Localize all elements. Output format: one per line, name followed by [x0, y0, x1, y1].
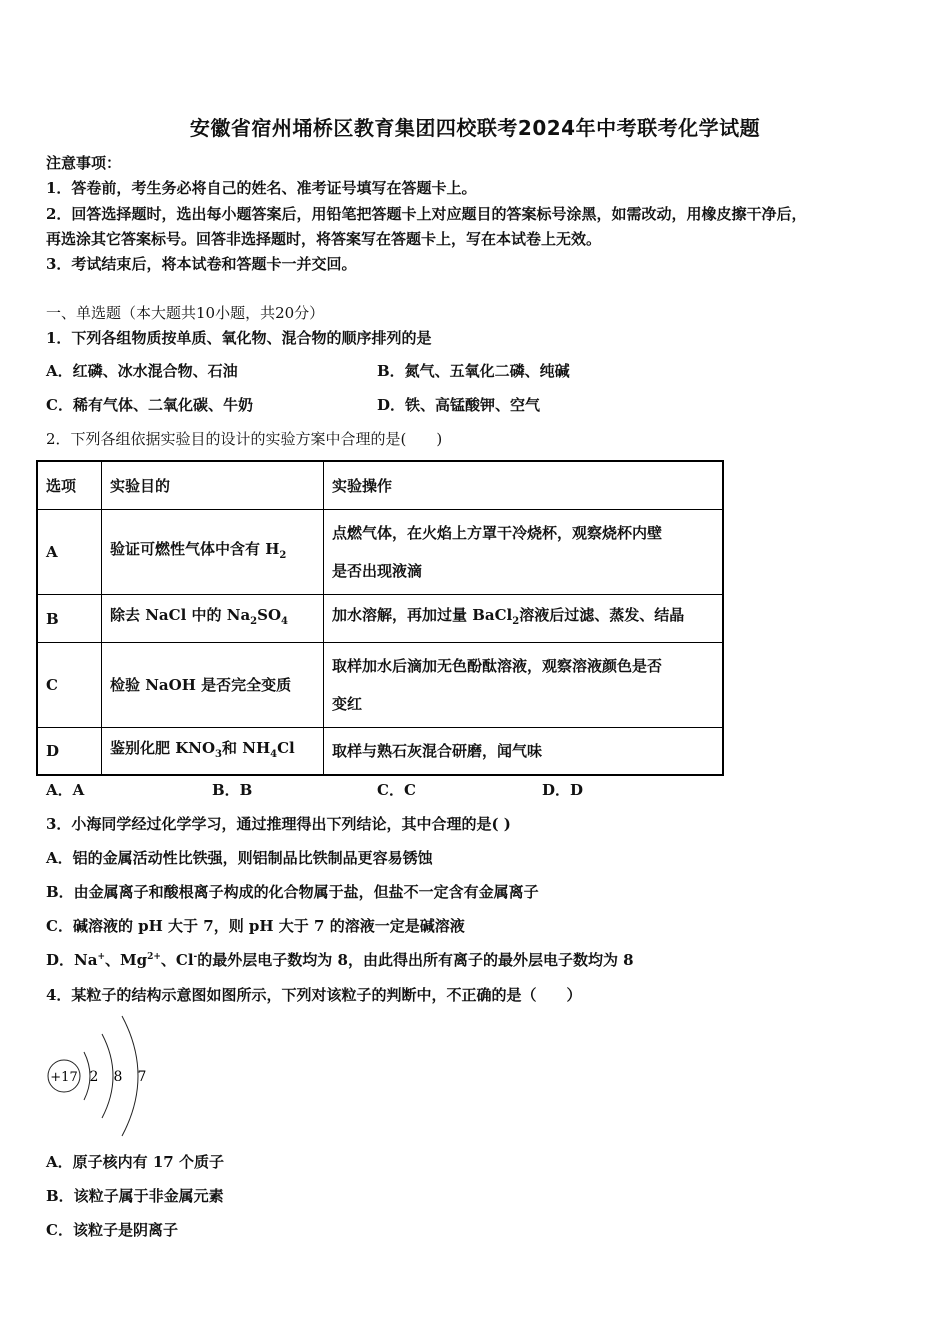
- notice-item-3: 3．考试结束后，将本试卷和答题卡一并交回。: [46, 255, 357, 273]
- notice-item-1: 1．答卷前，考生务必将自己的姓名、准考证号填写在答题卡上。: [46, 179, 477, 197]
- q3-stem: 3．小海同学经过化学学习，通过推理得出下列结论，其中合理的是( ): [46, 815, 511, 833]
- row-d-operation: 取样与熟石灰混合研磨，闻气味: [324, 728, 724, 776]
- shell-electrons-2: 8: [113, 1069, 123, 1085]
- q1-stem: 1．下列各组物质按单质、氧化物、混合物的顺序排列的是: [46, 329, 432, 347]
- row-b-goal: 除去 NaCl 中的 $Na_2SO_4$: [102, 595, 324, 643]
- shell-electrons-1: 2: [89, 1069, 99, 1085]
- nucleus-charge: +17: [50, 1070, 78, 1085]
- row-c-operation: 取样加水后滴加无色酚酞溶液，观察溶液颜色是否 变红: [324, 643, 724, 728]
- table-row: [37, 510, 723, 595]
- table-row: [37, 728, 723, 776]
- row-b-operation: 加水溶解，再加过量 BaCl$_2$溶液后过滤、蒸发、结晶: [324, 595, 724, 643]
- section-heading: 一、单选题（本大题共10小题，共20分）: [46, 304, 325, 322]
- q2-stem: 2．下列各组依据实验目的设计的实验方案中合理的是( ): [46, 430, 443, 448]
- row-b-option: B: [37, 595, 102, 643]
- row-a-operation: 点燃气体，在火焰上方罩干冷烧杯，观察烧杯内壁 是否出现液滴: [324, 510, 724, 595]
- q3-option-b: B．由金属离子和酸根离子构成的化合物属于盐，但盐不一定含有金属离子: [46, 883, 539, 901]
- q2-experiment-table: [36, 460, 724, 776]
- q2-answer-c: C．C: [377, 781, 416, 799]
- q1-option-c: C．稀有气体、二氧化碳、牛奶: [46, 396, 253, 414]
- q3-option-a: A．铝的金属活动性比铁强，则铝制品比铁制品更容易锈蚀: [46, 849, 433, 867]
- q2-answer-b: B．B: [212, 781, 253, 799]
- shell-arc-3: [122, 1016, 138, 1136]
- q4-option-c: C．该粒子是阴离子: [46, 1221, 178, 1239]
- shell-arc-2: [102, 1034, 113, 1118]
- q4-stem: 4．某粒子的结构示意图如图所示，下列对该粒子的判断中，不正确的是（ ）: [46, 986, 582, 1004]
- row-c-option: C: [37, 643, 102, 728]
- row-c-goal: 检验 NaOH 是否完全变质: [102, 643, 324, 728]
- header-option: 选项: [37, 461, 102, 510]
- table-row: [37, 595, 723, 643]
- q4-option-a: A．原子核内有 17 个质子: [46, 1153, 224, 1171]
- table-row: [37, 643, 723, 728]
- q3-option-c: C．碱溶液的 pH 大于 7，则 pH 大于 7 的溶液一定是碱溶液: [46, 917, 465, 935]
- table-header-row: [37, 461, 723, 510]
- q4-option-b: B．该粒子属于非金属元素: [46, 1187, 224, 1205]
- header-operation: 实验操作: [324, 461, 724, 510]
- header-goal: 实验目的: [102, 461, 324, 510]
- atom-structure-diagram: [44, 1012, 164, 1142]
- q1-option-b: B．氮气、五氧化二磷、纯碱: [377, 362, 570, 380]
- q1-option-d: D．铁、高锰酸钾、空气: [377, 396, 541, 414]
- q3-option-d: D．Na+、$Mg^{2+}$、Cl-的最外层电子数均为 8，由此得出所有离子的最外层电子数均为 8: [46, 951, 634, 969]
- row-a-option: A: [37, 510, 102, 595]
- page-title: 安徽省宿州埇桥区教育集团四校联考2024年中考联考化学试题: [189, 116, 761, 140]
- row-d-option: D: [37, 728, 102, 776]
- q1-option-a: A．红磷、冰水混合物、石油: [46, 362, 238, 380]
- notice-item-2: 2．回答选择题时，选出每小题答案后，用铅笔把答题卡上对应题目的答案标号涂黑，如需改动，用橡皮擦干净后，: [46, 205, 807, 223]
- q2-answer-d: D．D: [542, 781, 584, 799]
- row-d-goal: 鉴别化肥 $KNO_3$和 $NH_4Cl$: [102, 728, 324, 776]
- notice-item-2-cont: 再选涂其它答案标号。回答非选择题时，将答案写在答题卡上，写在本试卷上无效。: [46, 230, 602, 248]
- row-a-goal: 验证可燃性气体中含有 $H_2$: [102, 510, 324, 595]
- notice-heading: 注意事项：: [46, 154, 122, 172]
- q2-answer-a: A．A: [46, 781, 85, 799]
- shell-electrons-3: 7: [137, 1069, 147, 1085]
